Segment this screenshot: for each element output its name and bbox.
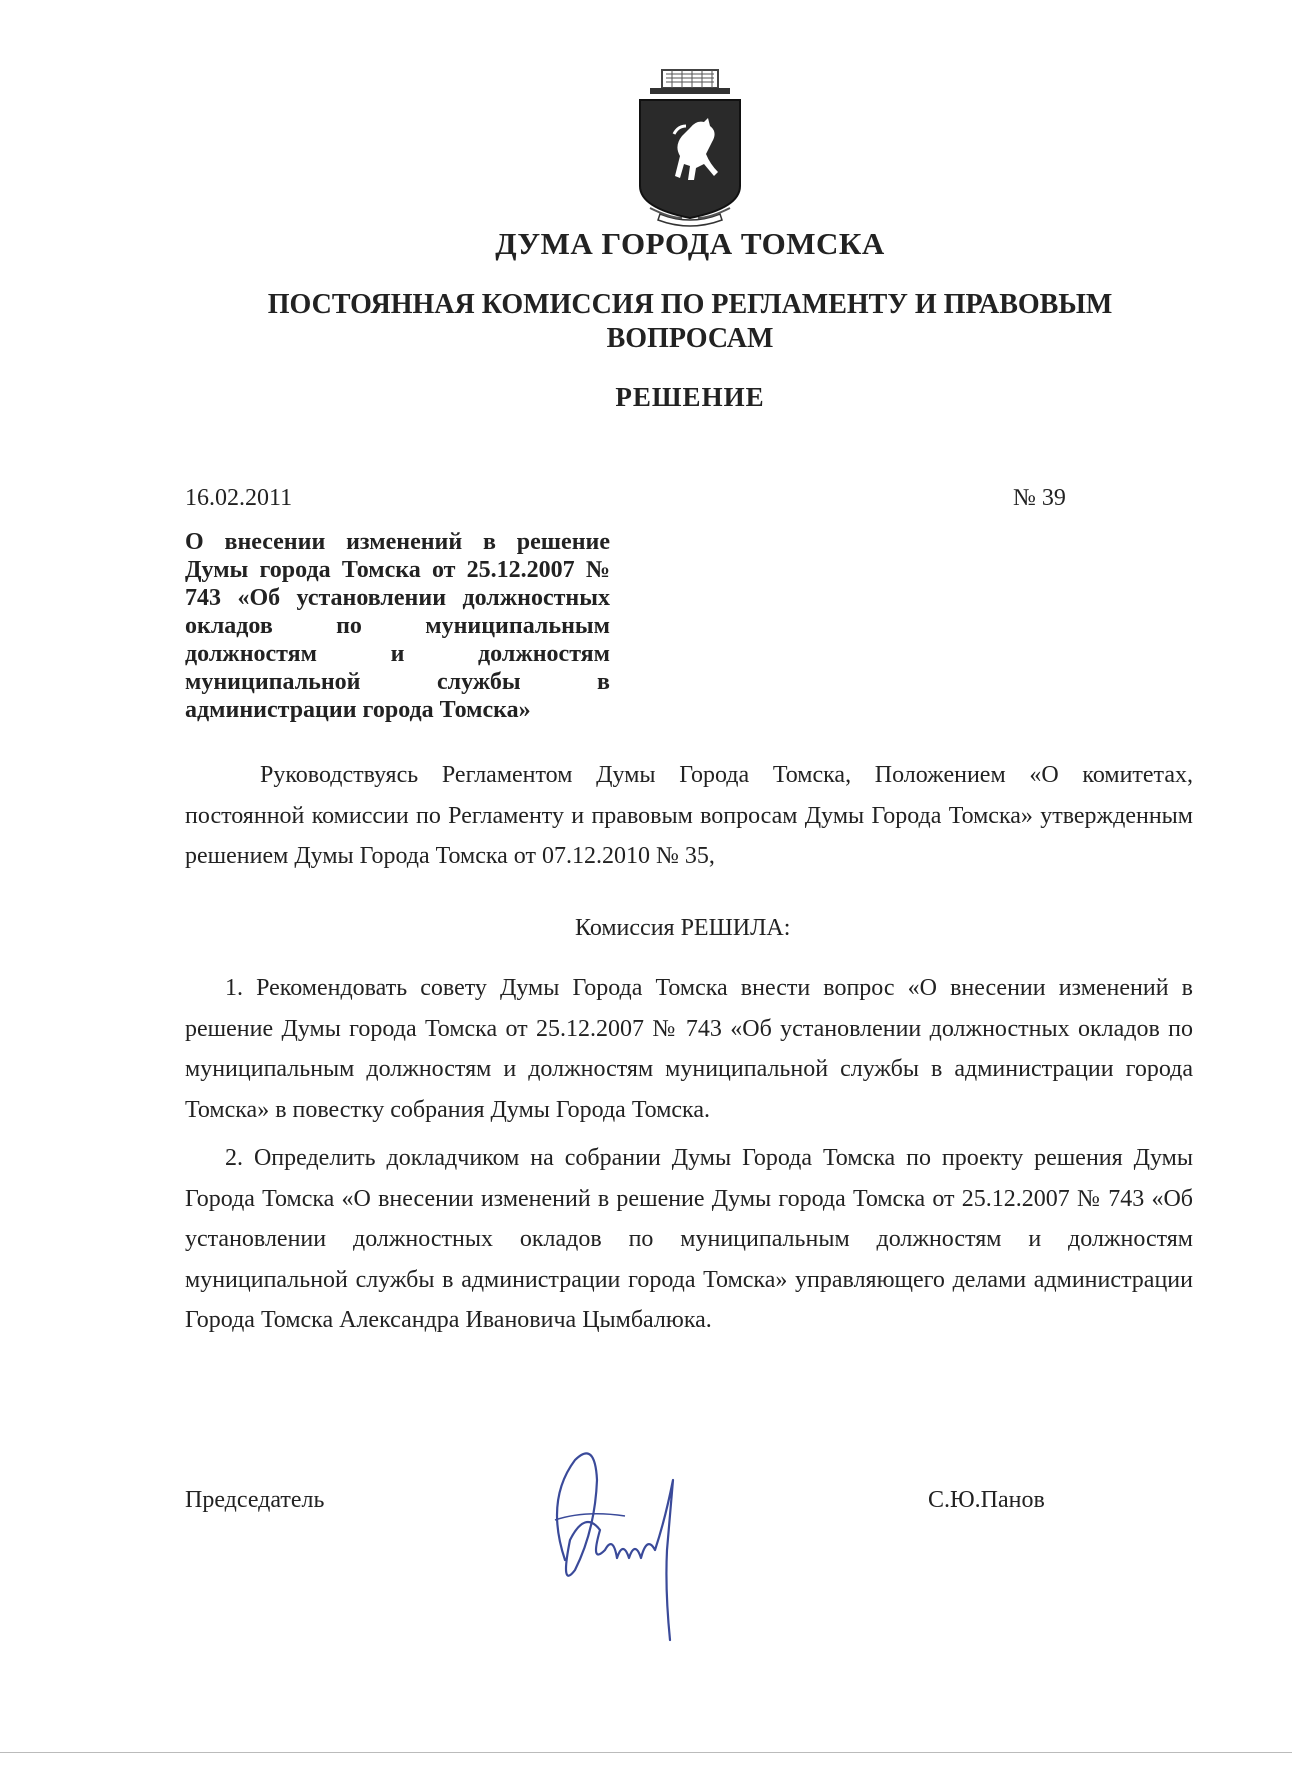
resolved-heading: Комиссия РЕШИЛА: (575, 915, 791, 941)
chairman-title: Председатель (185, 1487, 325, 1513)
document-number: № 39 (1013, 485, 1066, 511)
chairman-name: С.Ю.Панов (928, 1487, 1045, 1513)
resolution-item-1: 1. Рекомендовать совету Думы Города Томска внести вопрос «О внесении изменений в решение Думы города Томска от 25.12.2007 № 743 «Об установлении должностных окладов по муниципальным должностям и должностям муниципальной службы в администрации города Томска» в повестку собрания Думы Города Томска. (185, 975, 1193, 1123)
document-date: 16.02.2011 (185, 485, 293, 511)
document-subject: О внесении изменений в решение Думы города Томска от 25.12.2007 № 743 «Об установлении должностных окладов по муниципальным должностям и должностям муниципальной службы в администрации города Томска» (185, 529, 610, 723)
scan-edge-line (0, 1752, 1292, 1753)
org-title: ДУМА ГОРОДА ТОМСКА (495, 226, 885, 261)
handwritten-signature (525, 1440, 695, 1645)
preamble-paragraph: Руководствуясь Регламентом Думы Города Томска, Положением «О комитетах, постоянной комиссии по Регламенту и правовым вопросам Думы Города Томска» утвержденным решением Думы Города Томска от 07.12.2010 № 35, (185, 762, 1193, 869)
coat-of-arms-icon (630, 68, 750, 228)
resolution-item-2: 2. Определить докладчиком на собрании Думы Города Томска по проекту решения Думы Города Томска «О внесении изменений в решение Думы города Томска от 25.12.2007 № 743 «Об установлении должностных окладов по муниципальным должностям и должностям муниципальной службы в администрации города Томска» управляющего делами администрации Города Томска Александра Ивановича Цымбалюка. (185, 1145, 1193, 1333)
document-type: РЕШЕНИЕ (615, 382, 765, 412)
commission-title: ПОСТОЯННАЯ КОМИССИЯ ПО РЕГЛАМЕНТУ И ПРАВОВЫМ ВОПРОСАМ (267, 289, 1113, 354)
